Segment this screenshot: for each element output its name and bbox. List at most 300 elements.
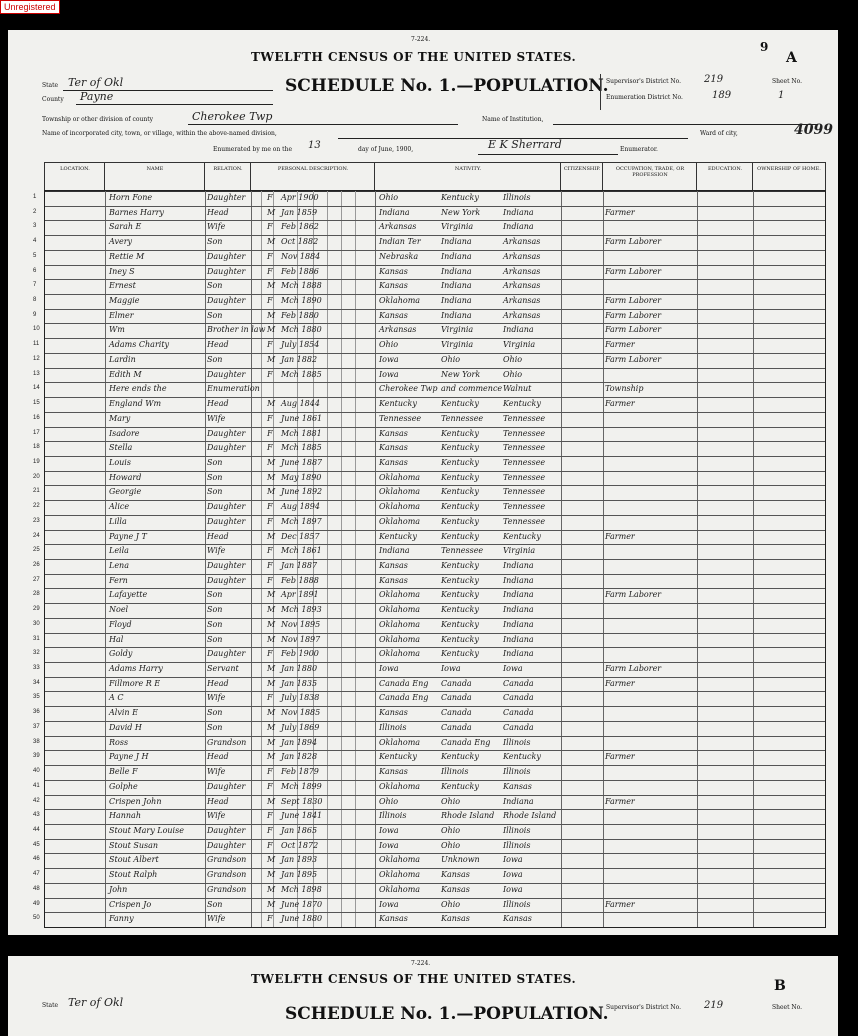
cell-birthplace: Ohio [379, 340, 399, 350]
line-number: 11 [33, 341, 40, 348]
cell-name: Stout Albert [109, 855, 159, 865]
cell-sex: F [267, 296, 273, 306]
cell-father-birthplace: Kentucky [441, 399, 479, 409]
cell-mother-birthplace: Iowa [503, 884, 523, 894]
cell-relation: Son [207, 281, 223, 291]
cell-birth: Oct 1872 [281, 840, 319, 850]
cell-sex: M [267, 722, 276, 732]
cell-mother-birthplace: Kansas [503, 781, 532, 791]
cell-sex: F [267, 825, 273, 835]
line-number: 3 [33, 223, 37, 230]
cell-relation: Daughter [207, 561, 246, 570]
cell-name: Lena [109, 561, 129, 570]
cell-father-birthplace: Unknown [441, 855, 480, 865]
cell-relation: Wife [207, 546, 226, 556]
cell-father-birthplace: New York [441, 369, 481, 379]
cell-relation: Grandson [207, 737, 247, 747]
cell-name: John [109, 884, 128, 894]
cell-birthplace: Kansas [379, 561, 408, 570]
cell-birthplace: Ohio [379, 796, 399, 806]
cell-occupation: Farm Laborer [605, 325, 662, 335]
cell-mother-birthplace: Arkansas [503, 266, 541, 276]
line-number: 13 [33, 370, 40, 377]
cell-sex: F [267, 914, 273, 924]
cell-occupation: Farmer [605, 752, 635, 762]
cell-birth: Mch 1899 [281, 781, 322, 791]
line-number: 40 [33, 768, 40, 775]
cell-sex: M [267, 399, 276, 409]
census-sheet-b [8, 956, 838, 1036]
page-number: 9 [760, 40, 769, 54]
line-number: 12 [33, 355, 40, 362]
line-number: 44 [33, 826, 40, 833]
census-sheet-a [8, 30, 838, 935]
ward-value: 4099 [794, 122, 833, 138]
cell-father-birthplace: Virginia [441, 222, 474, 232]
header-occupation: OCCUPATION, TRADE, OR PROFESSION [602, 162, 698, 192]
cell-father-birthplace: Kentucky [441, 752, 479, 762]
cell-name: Fern [109, 575, 128, 585]
cell-relation: Wife [207, 222, 226, 232]
cell-relation: Head [207, 752, 229, 762]
cell-father-birthplace: Kentucky [441, 487, 479, 497]
cell-relation: Grandson [207, 870, 247, 880]
cell-relation: Servant [207, 664, 239, 674]
cell-sex: F [267, 369, 273, 379]
line-number: 28 [33, 591, 40, 598]
line-number: 32 [33, 650, 40, 657]
line-number: 19 [33, 458, 40, 465]
line-number: 6 [33, 267, 37, 274]
line-number: 38 [33, 738, 40, 745]
cell-sex: M [267, 884, 276, 894]
cell-relation: Head [207, 340, 229, 350]
cell-mother-birthplace: Kentucky [503, 531, 541, 541]
cell-name: Howard [109, 472, 142, 482]
cell-birthplace: Kansas [379, 457, 408, 467]
cell-birthplace: Iowa [379, 354, 399, 364]
line-number: 25 [33, 547, 40, 554]
line-number: 4 [33, 238, 37, 245]
county-label: County [42, 96, 64, 103]
cell-father-birthplace: Kentucky [441, 561, 479, 570]
cell-father-birthplace: Ohio [441, 899, 461, 909]
header-nativity: NATIVITY. [374, 162, 562, 192]
cell-mother-birthplace: Indiana [503, 796, 534, 806]
cell-birth: July 1869 [281, 722, 320, 732]
cell-relation: Head [207, 399, 229, 409]
cell-birth: Jan 1835 [281, 678, 318, 688]
line-number: 33 [33, 665, 40, 672]
line-number: 29 [33, 606, 40, 613]
cell-birth: Feb 1900 [281, 649, 319, 659]
cell-name: Stout Susan [109, 840, 159, 850]
cell-father-birthplace: Kentucky [441, 634, 479, 644]
line-number: 20 [33, 473, 40, 480]
line-number: 8 [33, 297, 37, 304]
cell-father-birthplace: Kentucky [441, 575, 479, 585]
cell-sex: M [267, 310, 276, 320]
cell-birthplace: Indiana [379, 207, 410, 217]
state-label: State [42, 82, 59, 89]
cell-mother-birthplace: Canada [503, 722, 534, 732]
cell-relation: Daughter [207, 502, 246, 512]
line-number: 48 [33, 885, 40, 892]
cell-mother-birthplace: Illinois [503, 899, 531, 909]
cell-sex: F [267, 428, 273, 438]
cell-sex: M [267, 207, 276, 217]
cell-father-birthplace: and commence [441, 384, 503, 394]
cell-relation: Daughter [207, 575, 246, 585]
cell-relation: Wife [207, 413, 226, 423]
cell-name: Elmer [109, 310, 134, 320]
cell-birthplace: Kansas [379, 575, 408, 585]
cell-birth: Jan 1895 [281, 870, 318, 880]
cell-relation: Grandson [207, 855, 247, 865]
cell-birthplace: Cherokee Twp [379, 384, 438, 394]
cell-father-birthplace: Kentucky [441, 428, 479, 438]
cell-birth: June 1887 [281, 457, 323, 467]
cell-sex: F [267, 767, 273, 777]
cell-sex: F [267, 516, 273, 526]
cell-birthplace: Oklahoma [379, 516, 421, 526]
header-location: LOCATION. [44, 162, 106, 192]
cell-name: Alice [109, 502, 130, 512]
line-number: 34 [33, 679, 40, 686]
cell-occupation: Farm Laborer [605, 590, 662, 600]
line-number: 35 [33, 694, 40, 701]
cell-relation: Enumeration [207, 384, 260, 394]
cell-birth: Jan 1828 [281, 752, 318, 762]
cell-father-birthplace: Ohio [441, 825, 461, 835]
cell-birth: Mch 1893 [281, 605, 322, 615]
cell-birth: Feb 1880 [281, 310, 319, 320]
cell-birthplace: Oklahoma [379, 590, 421, 600]
cell-sex: M [267, 708, 276, 718]
cell-name: Crispen Jo [109, 899, 152, 909]
cell-father-birthplace: Indiana [441, 251, 472, 261]
cell-mother-birthplace: Tennessee [503, 472, 546, 482]
line-number: 18 [33, 444, 40, 451]
cell-father-birthplace: Rhode Island [441, 811, 495, 821]
cell-relation: Son [207, 354, 223, 364]
cell-father-birthplace: Indiana [441, 296, 472, 306]
cell-occupation: Farmer [605, 207, 635, 217]
cell-name: Maggie [109, 296, 140, 306]
cell-mother-birthplace: Canada [503, 693, 534, 703]
cell-birthplace: Oklahoma [379, 502, 421, 512]
cell-mother-birthplace: Tennessee [503, 487, 546, 497]
line-number: 7 [33, 282, 37, 289]
cell-name: Alvin E [109, 708, 138, 718]
cell-birthplace: Oklahoma [379, 781, 421, 791]
cell-birthplace: Kansas [379, 767, 408, 777]
cell-sex: F [267, 546, 273, 556]
cell-mother-birthplace: Kansas [503, 914, 532, 924]
cell-relation: Daughter [207, 251, 246, 261]
cell-relation: Daughter [207, 649, 246, 659]
cell-sex: M [267, 664, 276, 674]
cell-sex: M [267, 678, 276, 688]
line-number: 50 [33, 915, 40, 922]
cell-birth: Feb 1879 [281, 767, 319, 777]
cell-birthplace: Canada Eng [379, 693, 429, 703]
cell-relation: Head [207, 531, 229, 541]
cell-father-birthplace: Kentucky [441, 531, 479, 541]
cell-birthplace: Kentucky [379, 752, 417, 762]
cell-name: Golphe [109, 781, 138, 791]
cell-relation: Daughter [207, 266, 246, 276]
cell-sex: F [267, 561, 273, 570]
cell-father-birthplace: Virginia [441, 325, 474, 335]
cell-occupation: Farm Laborer [605, 266, 662, 276]
cell-name: Stout Mary Louise [109, 825, 184, 835]
cell-birth: June 1870 [281, 899, 323, 909]
cell-birth: May 1890 [281, 472, 322, 482]
cell-name: Mary [109, 413, 131, 423]
cell-name: Sarah E [109, 222, 142, 232]
cell-birthplace: Oklahoma [379, 884, 421, 894]
cell-relation: Son [207, 619, 223, 629]
line-number: 27 [33, 576, 40, 583]
enumerated-label: Enumerated by me on the [213, 146, 292, 153]
county-value: Payne [80, 90, 114, 103]
cell-mother-birthplace: Arkansas [503, 296, 541, 306]
cell-birthplace: Iowa [379, 899, 399, 909]
cell-name: Fillmore R E [109, 678, 161, 688]
cell-name: Hannah [109, 811, 141, 821]
cell-birth: Jan 1887 [281, 561, 318, 570]
cell-name: Horn Fone [109, 193, 153, 202]
cell-name: Georgie [109, 487, 142, 497]
cell-birthplace: Kansas [379, 266, 408, 276]
cell-occupation: Farmer [605, 340, 635, 350]
cell-relation: Wife [207, 914, 226, 924]
cell-birthplace: Oklahoma [379, 619, 421, 629]
cell-father-birthplace: Kentucky [441, 590, 479, 600]
cell-name: Fanny [109, 914, 134, 924]
cell-birthplace: Kansas [379, 708, 408, 718]
cell-sex: M [267, 870, 276, 880]
cell-mother-birthplace: Arkansas [503, 310, 541, 320]
line-number: 49 [33, 900, 40, 907]
cell-mother-birthplace: Illinois [503, 737, 531, 747]
cell-relation: Son [207, 708, 223, 718]
cell-birthplace: Illinois [379, 811, 407, 821]
cell-sex: M [267, 899, 276, 909]
cell-mother-birthplace: Tennessee [503, 443, 546, 453]
cell-sex: M [267, 590, 276, 600]
cell-father-birthplace: Illinois [441, 767, 469, 777]
cell-birthplace: Iowa [379, 664, 399, 674]
line-number: 5 [33, 252, 37, 259]
sheet-no-label: Sheet No. [772, 78, 803, 85]
cell-birth: Mch 1898 [281, 884, 322, 894]
census-title-b: TWELFTH CENSUS OF THE UNITED STATES. [251, 972, 577, 986]
cell-sex: M [267, 634, 276, 644]
cell-father-birthplace: Kentucky [441, 605, 479, 615]
cell-name: Wm [109, 325, 125, 335]
cell-mother-birthplace: Illinois [503, 840, 531, 850]
cell-birthplace: Kansas [379, 281, 408, 291]
cell-name: Payne J H [109, 752, 149, 762]
cell-name: Avery [109, 237, 133, 247]
cell-relation: Daughter [207, 840, 246, 850]
sheet-letter: A [786, 50, 797, 66]
cell-relation: Brother in law [207, 325, 266, 335]
state-value: Ter of Okl [68, 76, 124, 89]
cell-birth: July 1838 [281, 693, 320, 703]
cell-birth: Jan 1880 [281, 664, 318, 674]
enumerator-label: Enumerator. [620, 146, 658, 153]
cell-occupation: Farmer [605, 796, 635, 806]
cell-birthplace: Oklahoma [379, 870, 421, 880]
cell-occupation: Farm Laborer [605, 354, 662, 364]
cell-relation: Son [207, 457, 223, 467]
cell-name: David H [109, 722, 142, 732]
cell-birth: Mch 1888 [281, 281, 322, 291]
form-number: 7-224. [411, 36, 431, 43]
cell-relation: Daughter [207, 428, 246, 438]
cell-birth: Mch 1880 [281, 325, 322, 335]
township-label: Township or other division of county [42, 116, 154, 123]
cell-birthplace: Oklahoma [379, 649, 421, 659]
header-personal: PERSONAL DESCRIPTION. [250, 162, 376, 192]
cell-birth: Mch 1881 [281, 428, 322, 438]
cell-mother-birthplace: Canada [503, 678, 534, 688]
supervisor-value-b: 219 [704, 1000, 724, 1011]
enumerator-name: E K Sherrard [488, 138, 562, 151]
cell-relation: Son [207, 590, 223, 600]
cell-name: A C [109, 693, 124, 703]
line-number: 43 [33, 812, 40, 819]
line-number: 39 [33, 753, 40, 760]
cell-father-birthplace: Canada [441, 693, 472, 703]
ward-label: Ward of city, [700, 130, 738, 137]
cell-name: Edith M [109, 369, 142, 379]
cell-birth: June 1841 [281, 811, 323, 821]
cell-name: Leila [109, 546, 129, 556]
cell-birthplace: Oklahoma [379, 737, 421, 747]
cell-mother-birthplace: Indiana [503, 634, 534, 644]
cell-birthplace: Indian Ter [379, 237, 421, 247]
cell-mother-birthplace: Iowa [503, 870, 523, 880]
cell-mother-birthplace: Indiana [503, 325, 534, 335]
cell-relation: Wife [207, 693, 226, 703]
cell-birthplace: Kentucky [379, 399, 417, 409]
cell-mother-birthplace: Indiana [503, 605, 534, 615]
cell-birthplace: Oklahoma [379, 472, 421, 482]
line-number: 37 [33, 723, 40, 730]
cell-birthplace: Tennessee [379, 413, 422, 423]
supervisor-value: 219 [704, 74, 724, 85]
cell-relation: Daughter [207, 781, 246, 791]
cell-mother-birthplace: Tennessee [503, 516, 546, 526]
line-number: 23 [33, 517, 40, 524]
cell-birth: Apr 1900 [281, 193, 319, 202]
state-value-b: Ter of Okl [68, 996, 124, 1009]
cell-sex: F [267, 251, 273, 261]
cell-father-birthplace: Canada [441, 722, 472, 732]
cell-father-birthplace: Canada [441, 678, 472, 688]
cell-mother-birthplace: Iowa [503, 855, 523, 865]
cell-birth: Mch 1861 [281, 546, 322, 556]
cell-name: Stella [109, 443, 133, 453]
cell-occupation: Township [605, 384, 644, 394]
cell-mother-birthplace: Indiana [503, 575, 534, 585]
cell-mother-birthplace: Illinois [503, 825, 531, 835]
cell-sex: F [267, 443, 273, 453]
cell-mother-birthplace: Tennessee [503, 413, 546, 423]
cell-name: Adams Charity [109, 340, 170, 350]
cell-name: Ross [109, 737, 129, 747]
cell-mother-birthplace: Illinois [503, 193, 531, 202]
cell-birthplace: Kansas [379, 443, 408, 453]
cell-birth: Aug 1894 [281, 502, 320, 512]
cell-sex: M [267, 605, 276, 615]
cell-father-birthplace: Kentucky [441, 457, 479, 467]
line-number: 17 [33, 429, 40, 436]
cell-father-birthplace: Iowa [441, 664, 461, 674]
cell-relation: Head [207, 796, 229, 806]
cell-mother-birthplace: Ohio [503, 354, 523, 364]
cell-name: Ernest [109, 281, 136, 291]
cell-birth: June 1880 [281, 914, 323, 924]
cell-sex: F [267, 575, 273, 585]
cell-mother-birthplace: Indiana [503, 619, 534, 629]
cell-relation: Son [207, 237, 223, 247]
enumerated-day: 13 [308, 140, 321, 151]
cell-mother-birthplace: Tennessee [503, 457, 546, 467]
cell-relation: Son [207, 472, 223, 482]
cell-father-birthplace: Virginia [441, 340, 474, 350]
line-number: 41 [33, 782, 40, 789]
cell-name: Adams Harry [109, 664, 163, 674]
cell-sex: F [267, 266, 273, 276]
cell-occupation: Farmer [605, 531, 635, 541]
cell-mother-birthplace: Indiana [503, 649, 534, 659]
cell-name: Payne J T [109, 531, 147, 541]
cell-sex: M [267, 487, 276, 497]
cell-birthplace: Kansas [379, 428, 408, 438]
cell-mother-birthplace: Tennessee [503, 428, 546, 438]
cell-sex: F [267, 502, 273, 512]
cell-mother-birthplace: Illinois [503, 767, 531, 777]
cell-birthplace: Iowa [379, 369, 399, 379]
supervisor-label: Supervisor's District No. [606, 78, 682, 85]
cell-relation: Son [207, 634, 223, 644]
cell-birth: Feb 1888 [281, 575, 319, 585]
cell-relation: Daughter [207, 296, 246, 306]
population-table [33, 190, 826, 928]
cell-father-birthplace: Tennessee [441, 413, 484, 423]
cell-birthplace: Nebraska [379, 251, 419, 261]
cell-sex: M [267, 281, 276, 291]
line-number: 16 [33, 414, 40, 421]
cell-birth: Nov 1897 [281, 634, 321, 644]
cell-relation: Wife [207, 767, 226, 777]
cell-father-birthplace: Indiana [441, 310, 472, 320]
cell-birthplace: Oklahoma [379, 855, 421, 865]
cell-sex: F [267, 340, 273, 350]
cell-name: Iney S [109, 266, 135, 276]
cell-mother-birthplace: Ohio [503, 369, 523, 379]
cell-sex: M [267, 855, 276, 865]
cell-mother-birthplace: Arkansas [503, 281, 541, 291]
cell-relation: Son [207, 487, 223, 497]
cell-birthplace: Oklahoma [379, 487, 421, 497]
cell-mother-birthplace: Indiana [503, 207, 534, 217]
